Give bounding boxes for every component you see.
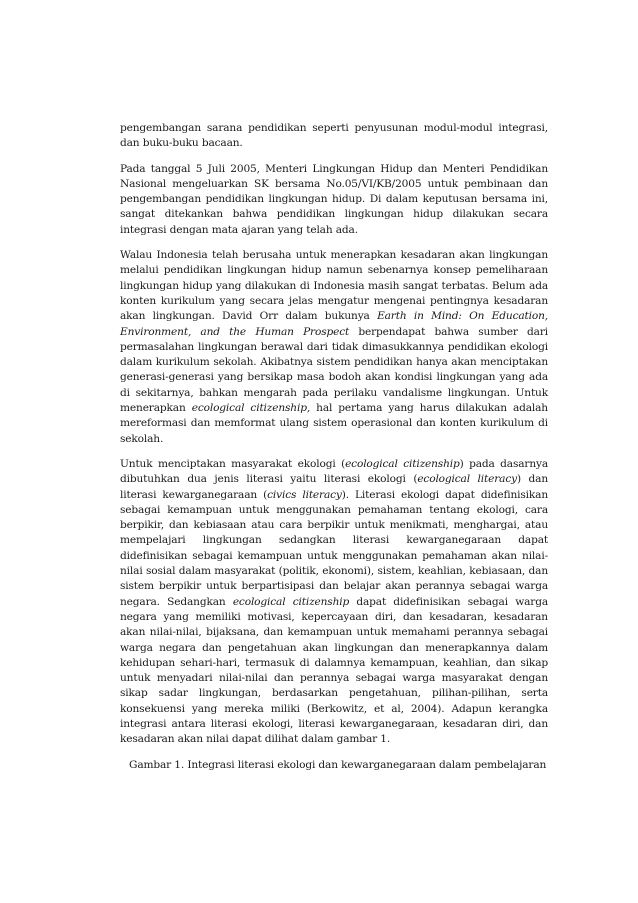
document-page <box>120 121 548 773</box>
text-run: Untuk menciptakan masyarakat ekologi ( <box>120 457 346 470</box>
text-run: Pada tanggal 5 Juli 2005, Menteri Lingkungan Hidup dan Menteri Pendidikan Nasional mengeluarkan SK bersama No.05/VI/KB/2005 untuk pembinaan dan pengembangan pendidikan lingkungan hidup. Di dalam keputusan bersama ini, sangat ditekankan bahwa pendidikan lingkungan hidup dilakukan secara integrasi dengan mata ajaran yang telah ada. <box>120 162 548 236</box>
body-text <box>120 121 548 748</box>
italic-run: ecological citizenship <box>232 595 350 608</box>
text-run: ) dan literasi kewarganegaraan ( <box>120 473 548 501</box>
text-run: ) pada dasarnya dibutuhkan dua jenis literasi yaitu literasi ekologi ( <box>120 457 549 486</box>
paragraph-1 <box>120 121 548 152</box>
italic-run: ecological literacy <box>417 473 517 486</box>
text-run: hal pertama yang harus dilakukan adalah mereformasi dan memformat ulang sistem operasional dan konten kurikulum di sekolah. <box>120 402 548 445</box>
text-run: Walau Indonesia telah berusaha untuk menerapkan kesadaran akan lingkungan melalui pendidikan lingkungan hidup namun sebenarnya konsep pemeliharaan lingkungan hidup yang dilakukan di Indonesia masih sangat terbatas. Belum ada konten kurikulum yang secara jelas mengatur mengenai pentingnya kesadaran akan lingkungan. David Orr dalam bukunya <box>120 249 548 323</box>
paragraph-2 <box>120 162 548 238</box>
paragraph-3 <box>120 248 548 447</box>
italic-run: Earth in Mind: On Education, Environment, and the Human Prospect <box>120 310 548 338</box>
italic-run: ecological citizenship <box>345 457 460 470</box>
italic-run: ecological citizenship, <box>191 402 311 415</box>
text-run: dapat didefinisikan sebagai warga negara yang memiliki motivasi, kepercayaan diri, dan kesadaran, kesadaran akan nilai-nilai, bijaksana, dan kemampuan untuk memahami perannya sebagai warga negara dan pengetahuan akan lingkungan dan menerapkannya dalam kehidupan sehari-hari, termasuk di dalamnya kemampuan, keahlian, dan sikap untuk menyadari nilai-nilai dan perannya sebagai warga masyarakat dengan sikap sadar lingkungan, berdasarkan pengetahuan, pilihan-pilihan, serta konsekuensi yang mereka miliki (Berkowitz, et al, 2004). Adapun kerangka integrasi antara literasi ekologi, literasi kewarganegaraan, kesadaran diri, dan kesadaran akan nilai dapat dilihat dalam gambar 1. <box>120 595 548 746</box>
italic-run: civics literacy <box>267 488 342 501</box>
figure-caption: Gambar 1. Integrasi literasi ekologi dan kewarganegaraan dalam pembelajaran <box>129 758 547 771</box>
text-run: pengembangan sarana pendidikan seperti penyusunan modul-modul integrasi, dan buku-buku bacaan. <box>120 122 548 150</box>
text-run: ). Literasi ekologi dapat didefinisikan sebagai kemampuan untuk menggunakan pemahaman tentang ekologi, cara berpikir, dan kebiasaan atau cara berpikir untuk menikmati, menghargai, atau mempelajari lingkungan sedangkan literasi kewarganegaraan dapat didefinisikan sebagai kemampuan untuk menggunakan pemahaman akan nilai-nilai sosial dalam masyarakat (politik, ekonomi), sistem, keahlian, kebiasaan, dan sistem berpikir untuk berpartisipasi dan belajar akan perannya sebagai warga negara. Sedangkan <box>120 488 549 608</box>
paragraph-4 <box>120 457 548 748</box>
text-run: berpendapat bahwa sumber dari permasalahan lingkungan berawal dari tidak dimasukkannya pendidikan ekologi dalam kurikulum sekolah. Akibatnya sistem pendidikan hanya akan menciptakan generasi-generasi yang bersikap masa bodoh akan kondisi lingkungan yang ada di sekitarnya, bahkan mengarah pada perilaku vandalisme lingkungan. Untuk menerapkan <box>120 325 548 415</box>
